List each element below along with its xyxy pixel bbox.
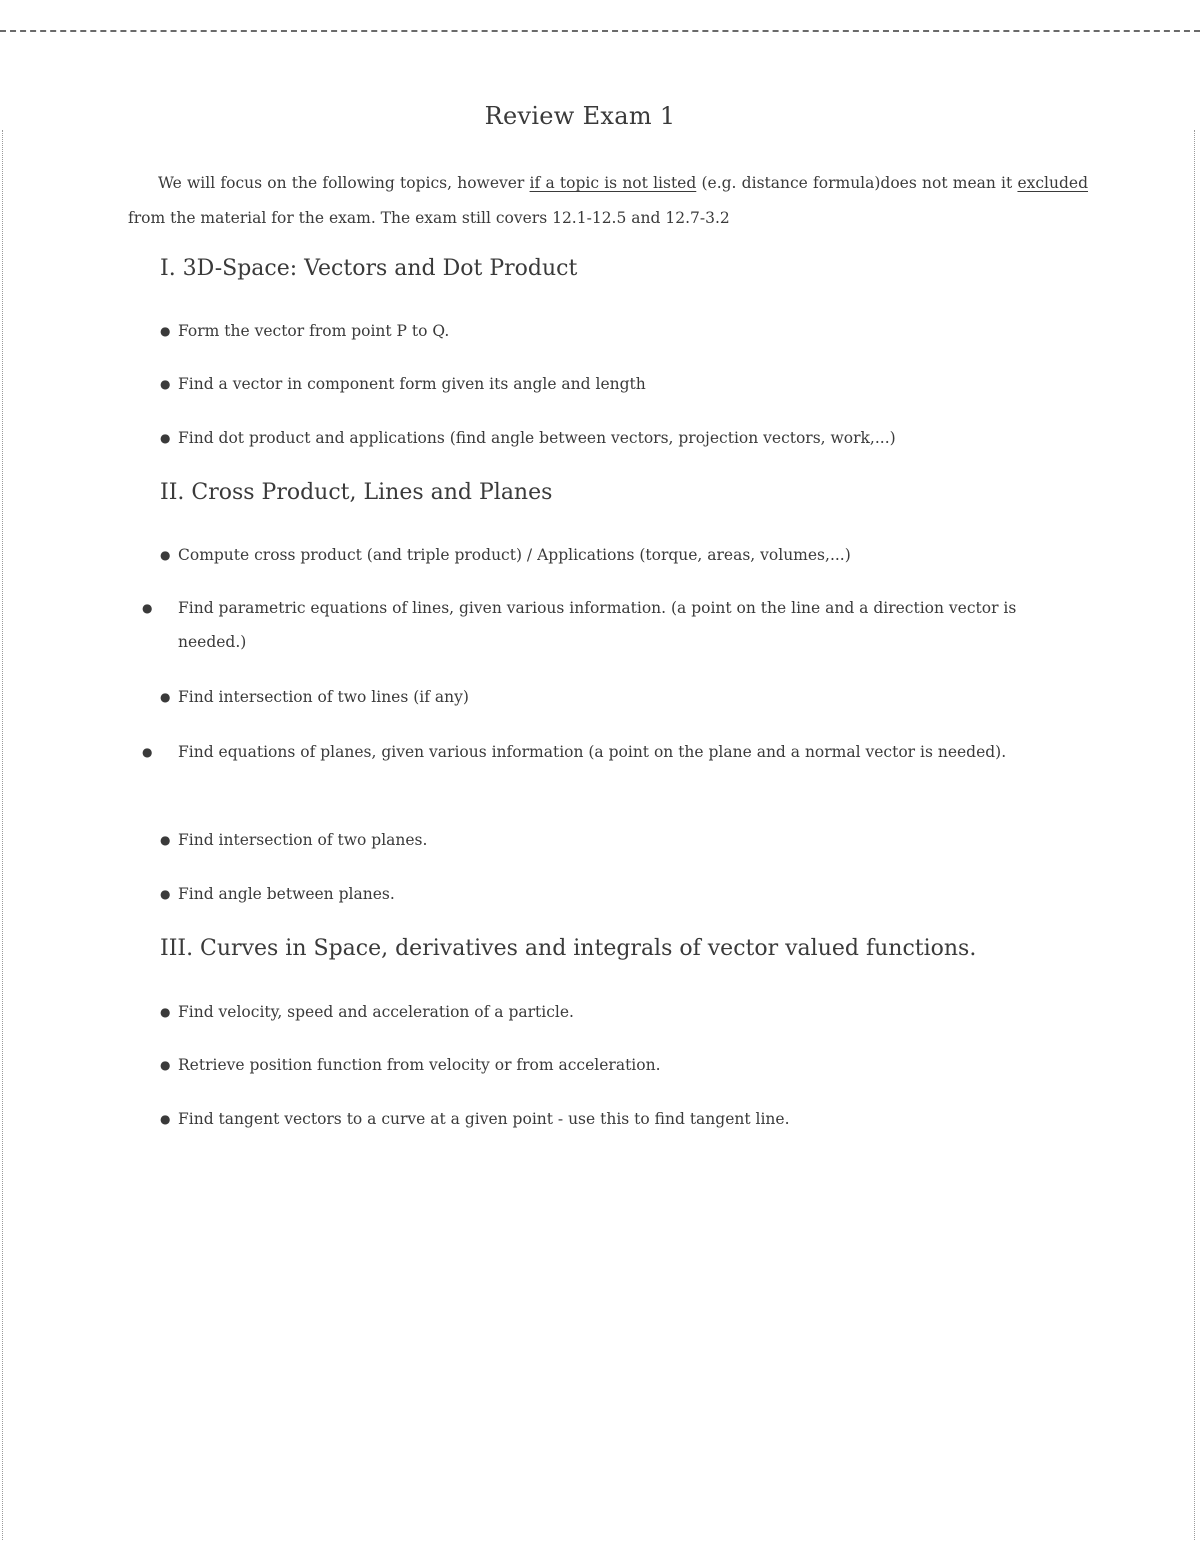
- list-item-text: Retrieve position function from velocity or from acceleration.: [178, 1056, 661, 1074]
- bullet-icon: ●: [160, 1112, 171, 1126]
- bullet-icon: ●: [142, 745, 153, 759]
- list-item: [160, 1102, 1040, 1136]
- intro-text-2: (e.g. distance formula)does not mean it: [696, 174, 1018, 192]
- list-item-text: Find intersection of two lines (if any): [178, 688, 469, 706]
- list-item-text: Find angle between planes.: [178, 885, 395, 903]
- intro-paragraph: [128, 166, 1088, 236]
- list-item-text: Compute cross product (and triple product) / Applications (torque, areas, volumes,...): [178, 546, 851, 564]
- list-item-text: Find a vector in component form given its angle and length: [178, 375, 646, 393]
- list-item: [160, 314, 1040, 348]
- list-item: [160, 367, 1040, 401]
- section-heading: I. 3D-Space: Vectors and Dot Product: [160, 256, 578, 281]
- list-item-text: Find velocity, speed and acceleration of a particle.: [178, 1003, 574, 1021]
- list-item-text: Find tangent vectors to a curve at a given point - use this to find tangent line.: [178, 1110, 790, 1128]
- list-item: [160, 1048, 1040, 1082]
- bullet-icon: ●: [160, 833, 171, 847]
- list-item-text: Find parametric equations of lines, given various information. (a point on the line and a direction vector is needed.): [178, 599, 1017, 651]
- list-item: [160, 538, 1040, 572]
- bullet-icon: ●: [160, 887, 171, 901]
- intro-underlined-1: if a topic is not listed: [529, 174, 697, 192]
- list-item: [160, 421, 1040, 455]
- list-item: [160, 823, 1040, 857]
- bullet-icon: ●: [160, 1005, 171, 1019]
- bullet-icon: ●: [160, 377, 171, 391]
- bullet-icon: ●: [160, 548, 171, 562]
- bullet-icon: ●: [160, 324, 171, 338]
- list-item: [142, 591, 1058, 659]
- section-heading: III. Curves in Space, derivatives and integrals of vector valued functions.: [160, 936, 977, 961]
- intro-underlined-2: excluded: [1017, 174, 1089, 192]
- list-item-text: Find equations of planes, given various information (a point on the plane and a normal vector is needed).: [178, 743, 1007, 761]
- intro-text-3: from the material for the exam. The exam still covers 12.1-12.5 and 12.7-3.2: [128, 209, 730, 227]
- list-item-text: Find intersection of two planes.: [178, 831, 428, 849]
- list-item-text: Form the vector from point P to Q.: [178, 322, 450, 340]
- bullet-icon: ●: [160, 431, 171, 445]
- bullet-icon: ●: [160, 690, 171, 704]
- list-item: [142, 735, 1058, 769]
- bullet-icon: ●: [160, 1058, 171, 1072]
- bullet-icon: ●: [142, 601, 153, 615]
- list-item: [160, 680, 1040, 714]
- intro-text-1: We will focus on the following topics, however: [158, 174, 530, 192]
- list-item: [160, 995, 1040, 1029]
- list-item-text: Find dot product and applications (find angle between vectors, projection vectors, work,...): [178, 429, 896, 447]
- document-title: Review Exam 1: [484, 102, 676, 130]
- list-item: [160, 877, 1040, 911]
- section-heading: II. Cross Product, Lines and Planes: [160, 480, 553, 505]
